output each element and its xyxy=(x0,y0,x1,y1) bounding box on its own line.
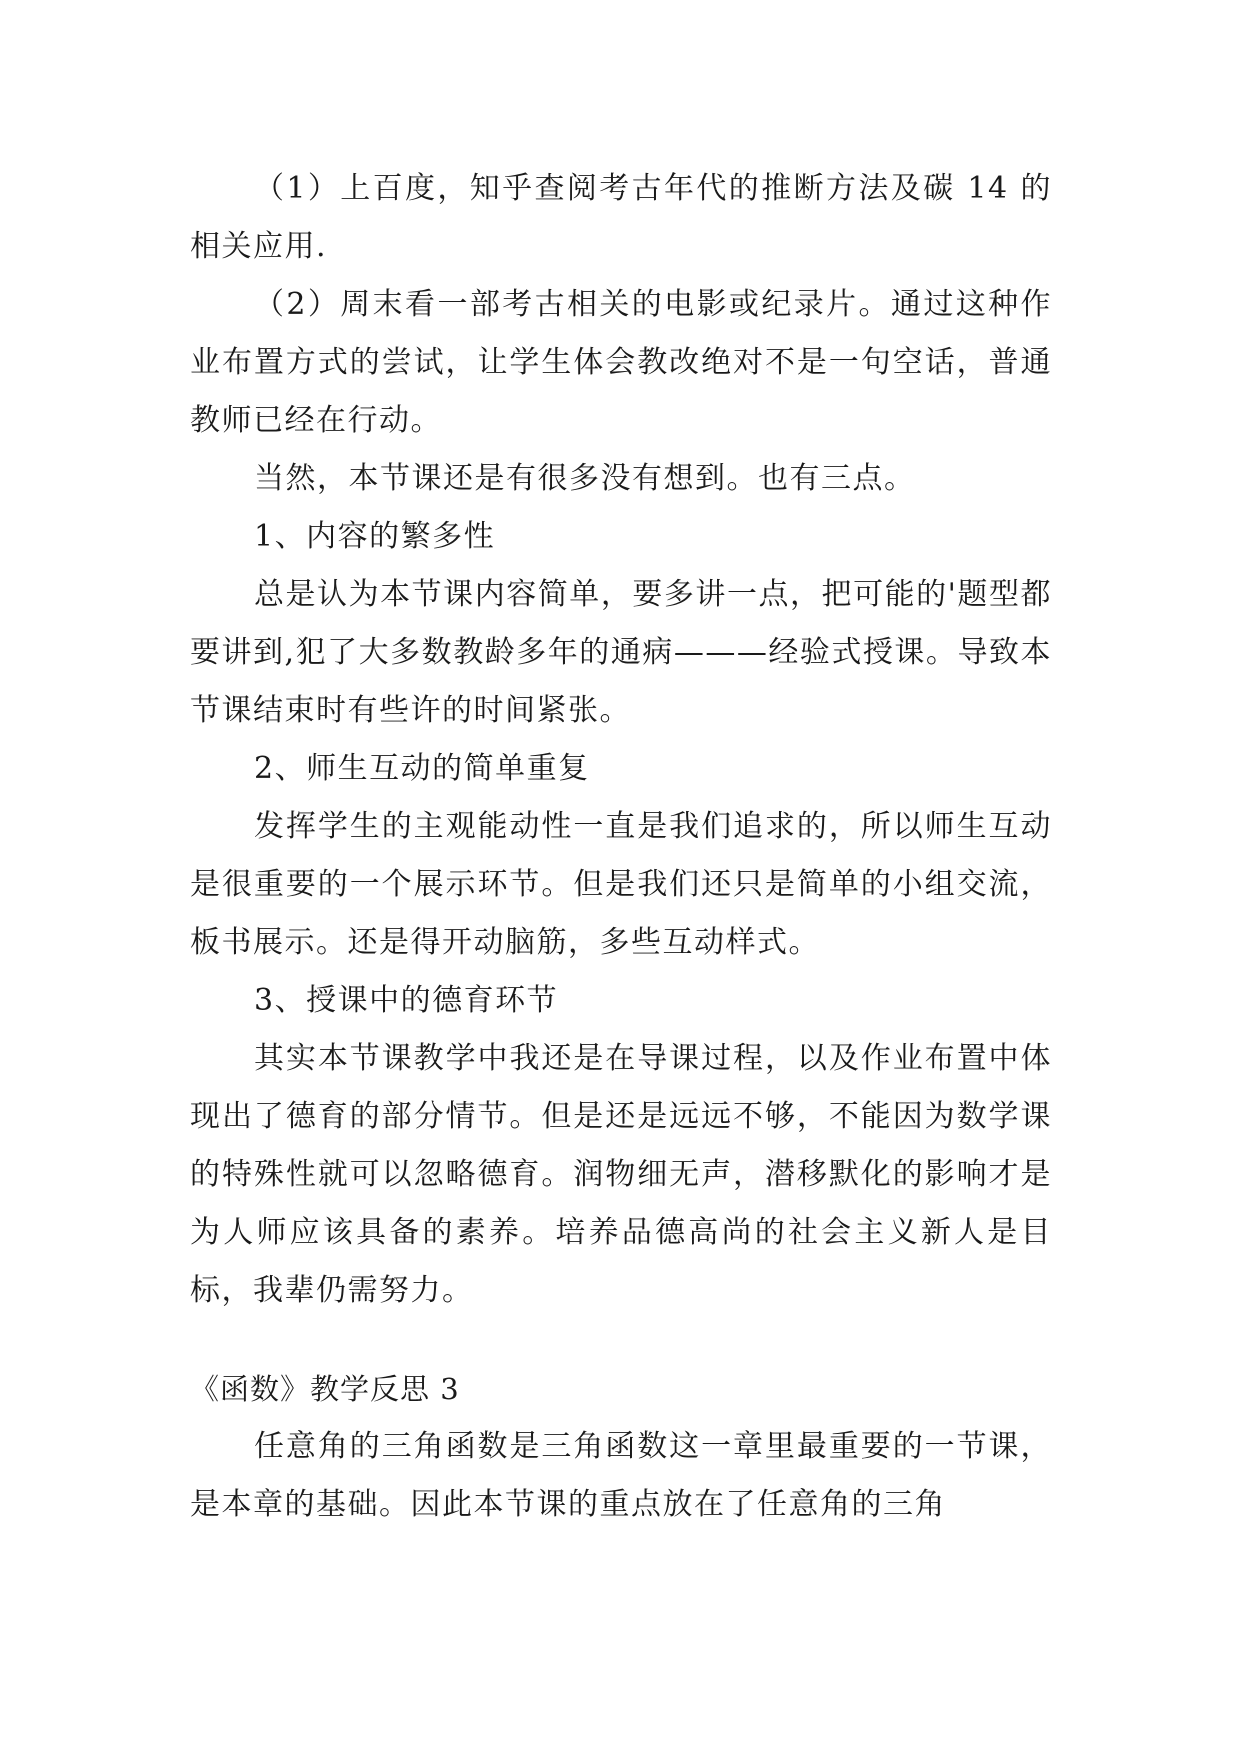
paragraph-point-1: 总是认为本节课内容简单，要多讲一点，把可能的'题型都要讲到,犯了大多数教龄多年的通病———经验式授课。导致本节课结束时有些许的时间紧张。 xyxy=(190,577,1052,728)
paragraph-homework-2: （2）周末看一部考古相关的电影或纪录片。通过这种作业布置方式的尝试，让学生体会教改绝对不是一句空话，普通教师已经在行动。 xyxy=(190,287,1052,438)
paragraph-point-3: 其实本节课教学中我还是在导课过程，以及作业布置中体现出了德育的部分情节。但是还是远远不够，不能因为数学课的特殊性就可以忽略德育。润物细无声，潜移默化的影响才是为人师应该具备的素养。培养品德高尚的社会主义新人是目标，我辈仍需努力。 xyxy=(190,1041,1052,1308)
document-body xyxy=(190,160,1052,1534)
section-gap xyxy=(190,1320,1052,1360)
paragraph-section-3-intro: 任意角的三角函数是三角函数这一章里最重要的一节课，是本章的基础。因此本节课的重点放在了任意角的三角 xyxy=(190,1429,1052,1522)
paragraph-homework-1: （1）上百度，知乎查阅考古年代的推断方法及碳 14 的相关应用. xyxy=(190,171,1052,264)
point-heading-1: 1、内容的繁多性 xyxy=(254,519,496,554)
paragraph-shortcomings-intro: 当然，本节课还是有很多没有想到。也有三点。 xyxy=(254,461,916,496)
point-heading-3: 3、授课中的德育环节 xyxy=(254,983,559,1018)
point-heading-2: 2、师生互动的简单重复 xyxy=(254,751,590,786)
section-title: 《函数》教学反思 3 xyxy=(190,1372,460,1406)
paragraph-point-2: 发挥学生的主观能动性一直是我们追求的，所以师生互动是很重要的一个展示环节。但是我们还只是简单的小组交流，板书展示。还是得开动脑筋，多些互动样式。 xyxy=(190,809,1052,960)
